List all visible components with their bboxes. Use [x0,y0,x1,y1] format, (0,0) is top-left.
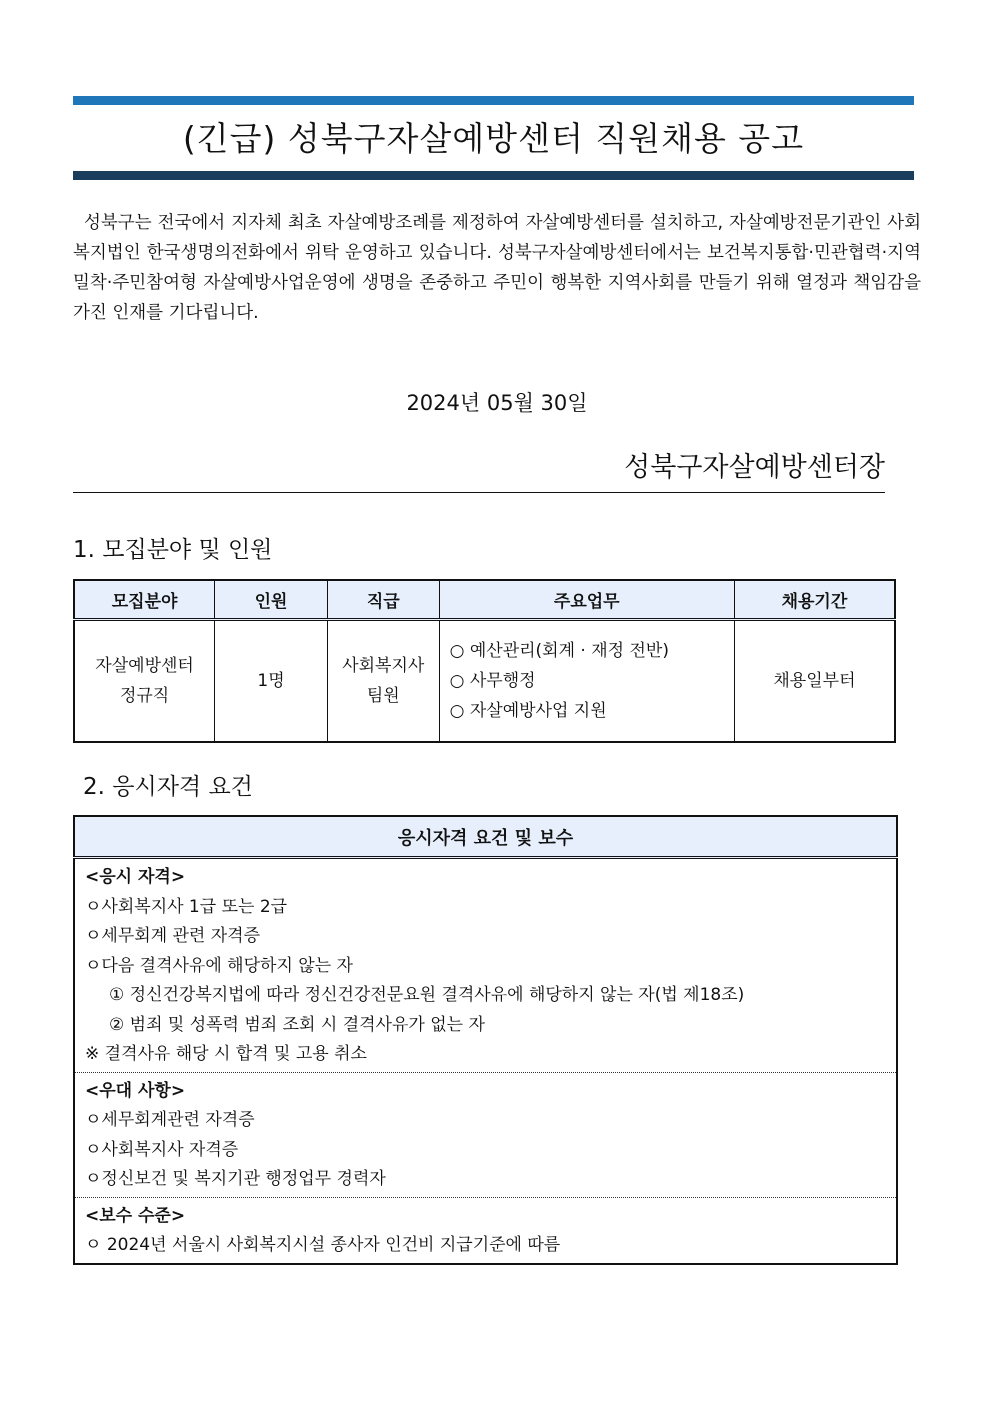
qual-sub-item: ② 범죄 및 성폭력 범죄 조회 시 결격사유가 없는 자 [109,1014,485,1035]
pref-item: ㅇ세무회계관련 자격증 [85,1110,255,1130]
pay-label: <보수 수준> [85,1205,186,1226]
duty-item: ○ 사무행정 [449,671,536,691]
page-title: (긴급) 성북구자살예방센터 직원채용 공고 [182,119,805,158]
recruitment-table [73,579,896,743]
cell-field [74,620,215,743]
cell-count: 1명 [215,620,328,743]
field-line: 자살예방센터 [95,656,194,676]
col-header-rank: 직급 [327,580,439,620]
col-header-duties: 주요업무 [439,580,734,620]
section2-heading: 2. 응시자격 요건 [83,774,253,800]
cell-period: 채용일부터 [734,620,895,743]
field-line: 정규직 [119,686,170,706]
notice-date: 2024년 05월 30일 [406,391,588,415]
pay-item: ㅇ 2024년 서울시 사회복지시설 종사자 인건비 지급기준에 따름 [85,1235,561,1255]
qual-sub-item: ① 정신건강복지법에 따라 정신건강전문요원 결격사유에 해당하지 않는 자(법 제18조) [109,985,745,1005]
qual-item: ㅇ세무회계 관련 자격증 [85,926,261,946]
title-top-bar [73,96,914,105]
qual-item: ㅇ다음 결격사유에 해당하지 않는 자 [85,955,353,976]
rank-line: 팀원 [366,686,400,706]
issuer-underline [73,492,885,493]
rank-line: 사회복지사 [342,656,425,676]
section1-heading: 1. 모집분야 및 인원 [73,537,273,563]
col-header-period: 채용기간 [734,580,895,620]
qualification-table-title: 응시자격 요건 및 보수 [74,816,897,858]
intro-paragraph: 성북구는 전국에서 지자체 최초 자살예방조례를 제정하여 자살예방센터를 설치하고, 자살예방전문기관인 사회복지법인 한국생명의전화에서 위탁 운영하고 있습니다. 성북구자살예방센터에서는 보건복지통합·민관협력·지역밀착·주민참여형 자살예방사업운영에 생명을 존중하고 주민이 행복한 지역사회를 만들기 위해 열정과 책임감을 가진 인재를 기다립니다. [73,213,921,323]
table-row [74,620,895,743]
pref-item: ㅇ정신보건 및 복지기관 행정업무 경력자 [85,1169,386,1189]
pay-group [74,1197,897,1264]
cell-rank [327,620,439,743]
preference-group [74,1072,897,1197]
pref-item: ㅇ사회복지사 자격증 [85,1139,239,1160]
cell-duties [439,620,734,743]
qual-label: <응시 자격> [85,867,186,887]
col-header-count: 인원 [215,580,328,620]
qualification-group [74,858,897,1073]
issuer-name: 성북구자살예방센터장 [624,452,885,483]
title-bottom-bar [73,171,914,180]
duty-item: ○ 예산관리(회계 · 재정 전반) [449,641,669,661]
qual-note: ※ 결격사유 해당 시 합격 및 고용 취소 [85,1044,367,1064]
qualification-table [73,815,898,1265]
duty-item: ○ 자살예방사업 지원 [449,701,607,721]
pref-label: <우대 사항> [85,1080,186,1101]
qual-item: ㅇ사회복지사 1급 또는 2급 [85,896,288,917]
col-header-field: 모집분야 [74,580,215,620]
